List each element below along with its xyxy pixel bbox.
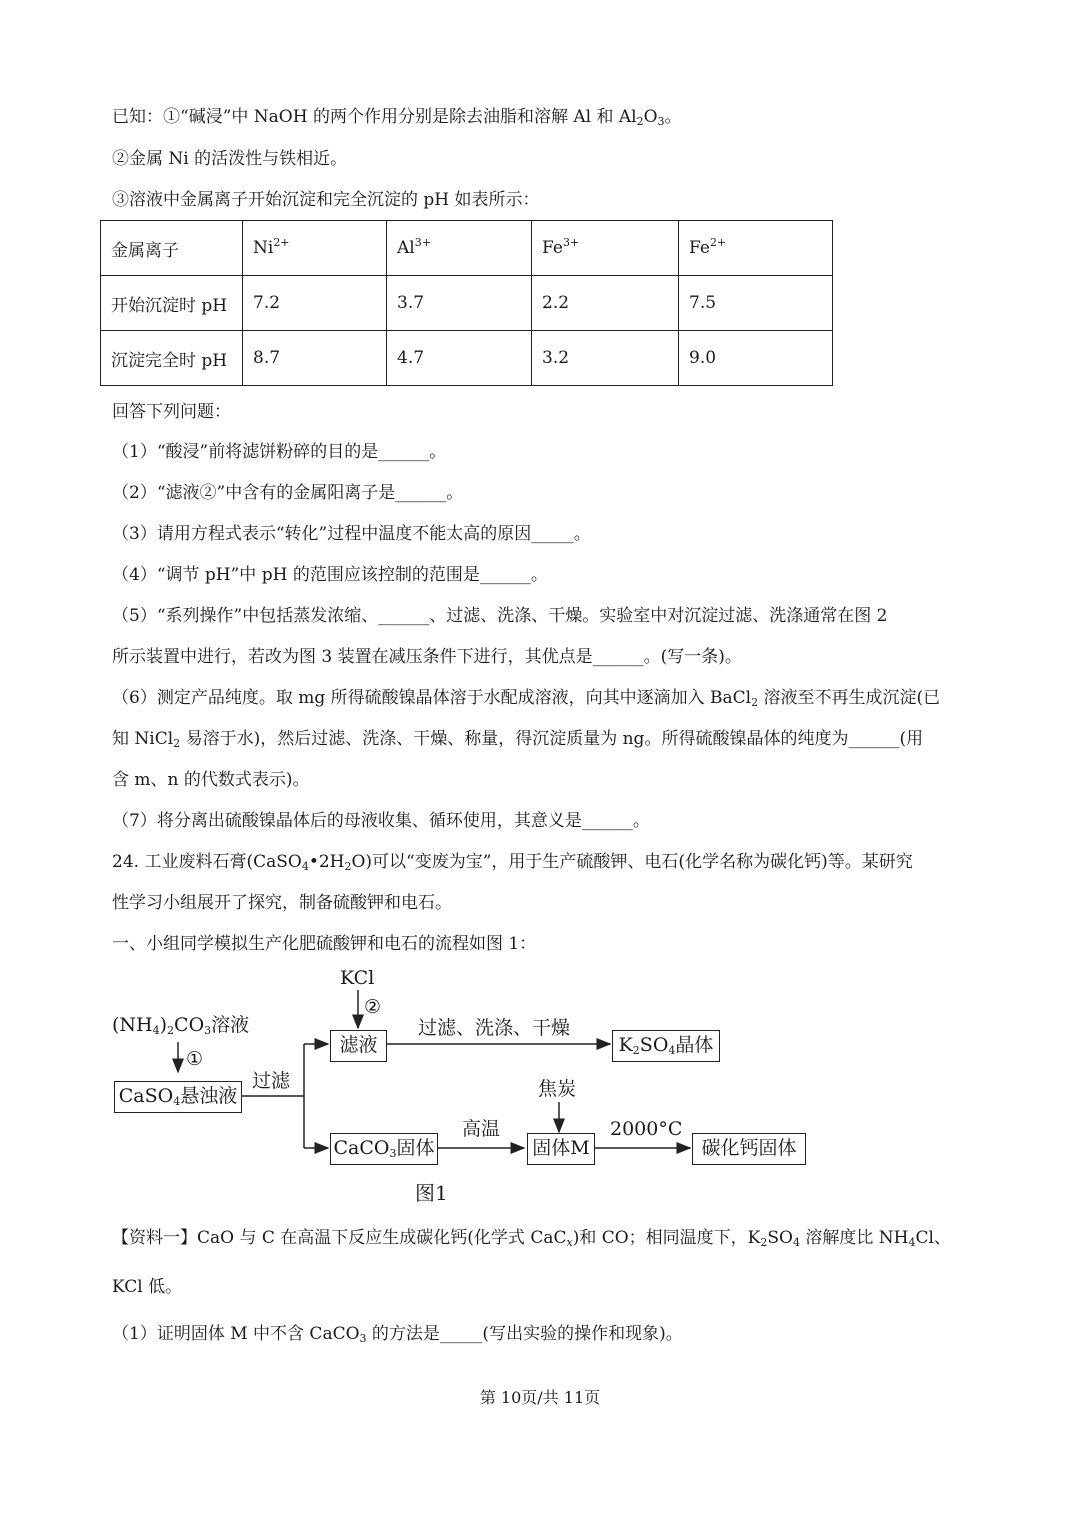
- table-cell: 2.2: [532, 276, 679, 331]
- question-2: （2）“滤液②”中含有的金属阳离子是______。: [112, 483, 464, 503]
- table-header-cell: $Fe^{3+}$: [532, 221, 679, 276]
- table-cell: 开始沉淀时 pH: [101, 276, 243, 331]
- info-line-2: KCl 低。: [112, 1277, 183, 1297]
- box-k2so4-crystal: $K_2SO_4$晶体: [612, 1030, 720, 1062]
- high-temp-label: 高温: [462, 1118, 501, 1140]
- figure-caption: 图1: [415, 1181, 448, 1205]
- known-line-1: 已知：①“碱浸”中 NaOH 的两个作用分别是除去油脂和溶解 Al 和 $Al_2O_3$。: [112, 107, 682, 128]
- box-caco3-solid: CaCO$_3$固体: [330, 1133, 438, 1165]
- table-cell: 4.7: [387, 331, 532, 386]
- box-calcium-carbide: 碳化钙固体: [692, 1133, 806, 1165]
- table-header-cell: $Fe^{2+}$: [679, 221, 833, 276]
- answer-intro: 回答下列问题：: [112, 402, 231, 422]
- reagent-kcl: KCl: [340, 967, 375, 989]
- known-line-2: ②金属 Ni 的活泼性与铁相近。: [112, 149, 348, 169]
- reagent-ammonium-carbonate: $(NH_4)_2CO_3$溶液: [112, 1014, 250, 1037]
- question-24-line-2: 性学习小组展开了探究，制备硫酸钾和电石。: [112, 893, 452, 913]
- table-header-cell: 金属离子: [101, 221, 243, 276]
- table-cell: 7.5: [679, 276, 833, 331]
- table-header-cell: $Al^{3+}$: [387, 221, 532, 276]
- known-line-3: ③溶液中金属离子开始沉淀和完全沉淀的 pH 如表所示：: [112, 190, 540, 210]
- page-footer: 第 10页/共 11页: [479, 1388, 601, 1407]
- table-cell: 3.2: [532, 331, 679, 386]
- box-caso4-suspension: CaSO$_4$悬浊液: [114, 1081, 242, 1113]
- question-3: （3）请用方程式表示“转化”过程中温度不能太高的原因_____。: [112, 524, 591, 544]
- question-7: （7）将分离出硫酸镍晶体后的母液收集、循环使用，其意义是______。: [112, 811, 650, 831]
- table-cell: 3.7: [387, 276, 532, 331]
- question-1: （1）“酸浸”前将滤饼粉碎的目的是______。: [112, 442, 447, 462]
- table-header-row: [101, 221, 833, 276]
- question-4: （4）“调节 pH”中 pH 的范围应该控制的范围是______。: [112, 565, 548, 585]
- operations-label: 过滤、洗涤、干燥: [418, 1017, 571, 1039]
- question-5-line-1: （5）“系列操作”中包括蒸发浓缩、______、过滤、洗涤、干燥。实验室中对沉淀过滤、洗涤通常在图 2: [112, 606, 888, 626]
- question-6-line-1: （6）测定产品纯度。取 mg 所得硫酸镍晶体溶于水配成溶液，向其中逐滴加入 BaCl$_2$ 溶液至不再生成沉淀(已: [112, 688, 941, 709]
- table-cell: 8.7: [243, 331, 387, 386]
- table-row: [101, 331, 833, 386]
- question-5-line-2: 所示装置中进行，若改为图 3 装置在减压条件下进行，其优点是______。(写一条)。: [112, 647, 742, 667]
- question-6-line-2: 知 NiCl$_2$ 易溶于水)，然后过滤、洗涤、干燥、称量，得沉淀质量为 ng。所得硫酸镍晶体的纯度为______(用: [112, 729, 924, 750]
- question-24-line-1: 24. 工业废料石膏$(CaSO_4•2H_2O)$可以“变废为宝”，用于生产硫酸钾、电石(化学名称为碳化钙)等。某研究: [112, 852, 913, 873]
- step-1-label: ①: [186, 1048, 204, 1070]
- box-filtrate: 滤液: [330, 1030, 387, 1062]
- coke-label: 焦炭: [538, 1078, 577, 1100]
- filter-label: 过滤: [252, 1070, 291, 1092]
- step-2-label: ②: [364, 996, 382, 1018]
- question-24-part-1: 一、小组同学模拟生产化肥硫酸钾和电石的流程如图 1：: [112, 934, 537, 954]
- question-6-line-3: 含 m、n 的代数式表示)。: [112, 770, 310, 790]
- table-header-cell: $Ni^{2+}$: [243, 221, 387, 276]
- box-solid-m: 固体M: [527, 1133, 595, 1165]
- question-24-1: （1）证明固体 M 中不含 CaCO$_3$ 的方法是_____(写出实验的操作和现象)。: [112, 1324, 683, 1345]
- flow-diagram: [100, 960, 820, 1210]
- ph-table: [100, 220, 833, 386]
- table-cell: 9.0: [679, 331, 833, 386]
- table-cell: 7.2: [243, 276, 387, 331]
- table-row: [101, 276, 833, 331]
- info-line-1: 【资料一】CaO 与 C 在高温下反应生成碳化钙(化学式 CaC$_x$)和 CO；相同温度下，$K_2SO_4$ 溶解度比 $NH_4Cl$、: [112, 1228, 951, 1249]
- temp-2000-label: 2000°C: [610, 1118, 683, 1140]
- table-cell: 沉淀完全时 pH: [101, 331, 243, 386]
